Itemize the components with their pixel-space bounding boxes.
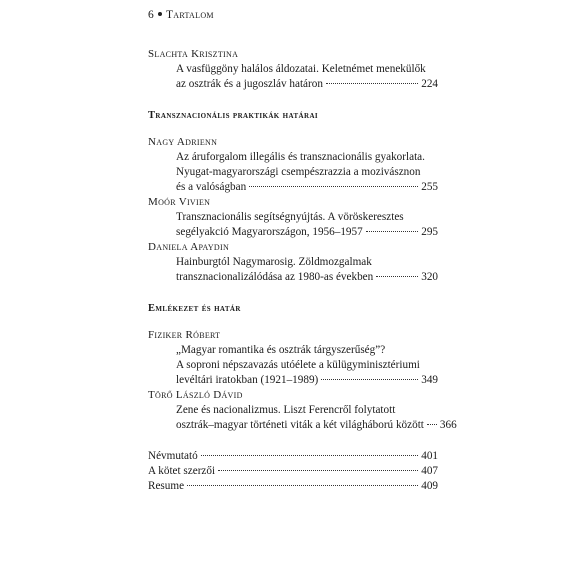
- toc-entry-authors[interactable]: [148, 465, 438, 477]
- toc-entry-resume[interactable]: [148, 480, 438, 492]
- page-ref: 366: [439, 419, 457, 431]
- toc-entry[interactable]: [176, 271, 438, 283]
- page-ref: 295: [421, 226, 438, 238]
- chapter-title-line: az osztrák és a jugoszláv határon: [176, 78, 323, 90]
- dot-leader: [249, 186, 418, 187]
- page-ref: 409: [421, 480, 438, 492]
- chapter-title-line: osztrák–magyar történeti viták a két világháború között: [176, 419, 424, 431]
- page-ref: 407: [421, 465, 438, 477]
- author-name: Daniela Apaydin: [148, 241, 230, 253]
- dot-leader: [427, 424, 437, 425]
- page-ref: 349: [421, 374, 438, 386]
- page-ref: 255: [421, 181, 438, 193]
- author-name: Slachta Krisztina: [148, 48, 239, 60]
- toc-entry[interactable]: [176, 226, 438, 238]
- dot-leader: [187, 485, 418, 486]
- toc-entry[interactable]: [176, 181, 438, 193]
- running-head: [148, 9, 214, 21]
- dot-leader: [326, 83, 418, 84]
- toc-entry[interactable]: [176, 419, 457, 431]
- running-head-title: Tartalom: [165, 9, 214, 21]
- author-name: Moór Vivien: [148, 196, 211, 208]
- back-matter-title: Resume: [148, 480, 185, 492]
- page-number: 6: [148, 9, 154, 21]
- page-ref: 320: [421, 271, 438, 283]
- chapter-title-line: Nyugat-magyarországi csempészrazzia a mozivásznon: [176, 166, 421, 178]
- dot-leader: [201, 455, 419, 456]
- toc-entry[interactable]: [176, 78, 438, 90]
- dot-leader: [218, 470, 418, 471]
- chapter-title-line: transznacionalizálódása az 1980-as években: [176, 271, 374, 283]
- chapter-title-line: „Magyar romantika és osztrák tárgyszerűség”?: [176, 344, 386, 356]
- page-ref: 401: [421, 450, 438, 462]
- chapter-title-line: A vasfüggöny halálos áldozatai. Keletnémet menekülők: [176, 63, 426, 75]
- author-name: Nagy Adrienn: [148, 136, 218, 148]
- toc-entry-index[interactable]: [148, 450, 438, 462]
- toc-entry[interactable]: [176, 374, 438, 386]
- section-title: Emlékezet és határ: [148, 303, 241, 314]
- back-matter-title: A kötet szerzői: [148, 465, 216, 477]
- bullet-separator-icon: [158, 12, 162, 16]
- chapter-title-line: Az áruforgalom illegális és transznacionális gyakorlata.: [176, 151, 425, 163]
- dot-leader: [376, 276, 418, 277]
- section-title: Transznacionális praktikák határai: [148, 110, 319, 121]
- chapter-title-line: A soproni népszavazás utóélete a külügyminisztériumi: [176, 359, 420, 371]
- chapter-title-line: segélyakció Magyarországon, 1956–1957: [176, 226, 363, 238]
- chapter-title-line: és a valóságban: [176, 181, 247, 193]
- chapter-title-line: Hainburgtól Nagymarosig. Zöldmozgalmak: [176, 256, 372, 268]
- dot-leader: [366, 231, 419, 232]
- author-name: Fiziker Róbert: [148, 329, 221, 341]
- chapter-title-line: levéltári iratokban (1921–1989): [176, 374, 319, 386]
- chapter-title-line: Zene és nacionalizmus. Liszt Ferencről folytatott: [176, 404, 396, 416]
- author-name: Törő László Dávid: [148, 389, 243, 401]
- back-matter-title: Névmutató: [148, 450, 198, 462]
- page-ref: 224: [421, 78, 438, 90]
- chapter-title-line: Transznacionális segítségnyújtás. A vöröskeresztes: [176, 211, 404, 223]
- dot-leader: [321, 379, 418, 380]
